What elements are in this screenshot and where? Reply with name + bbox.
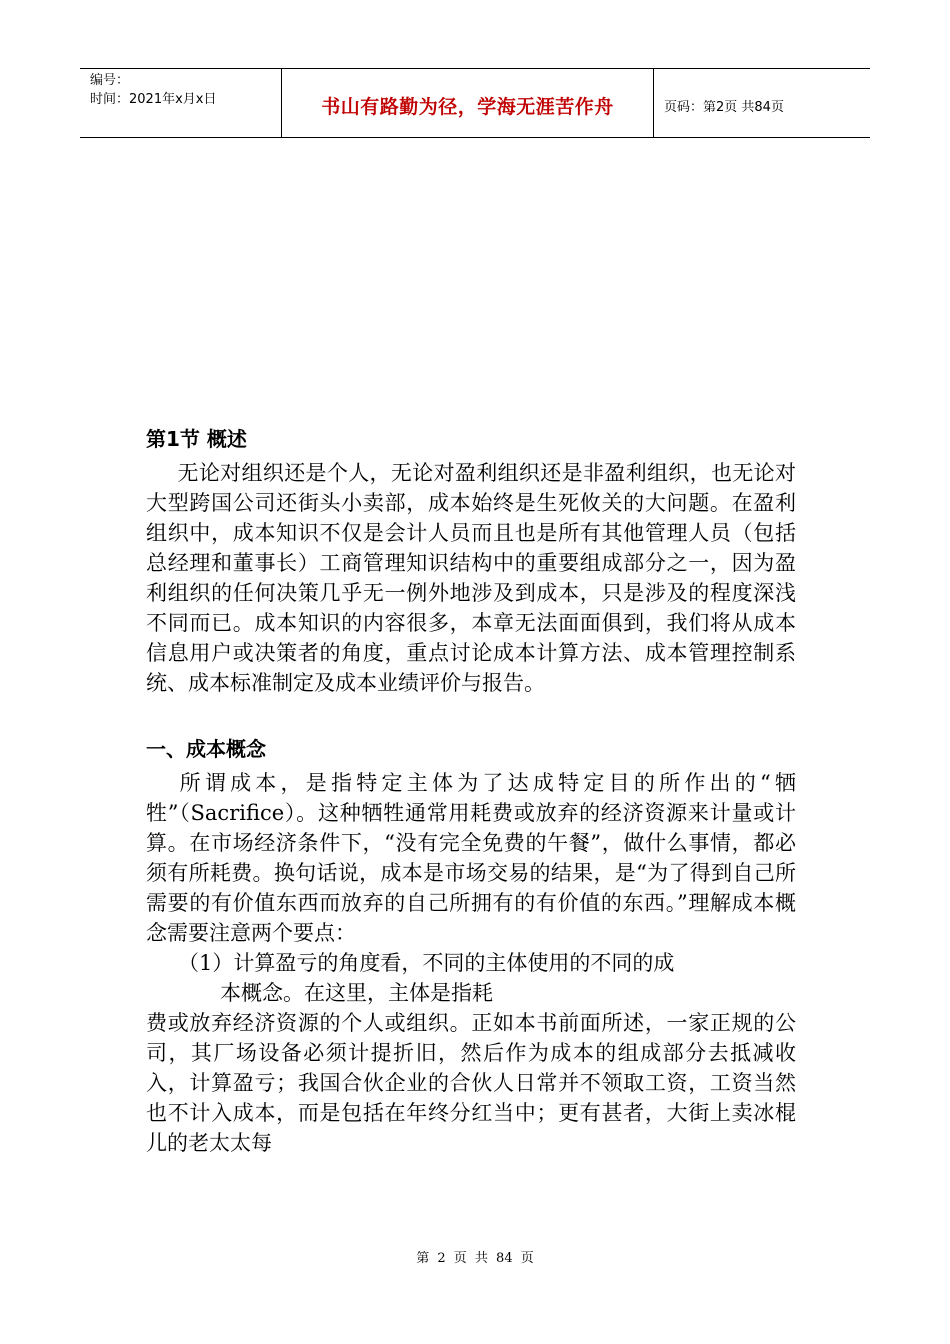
list-item-1-continuation: 本概念。在这里，主体是指耗 xyxy=(220,981,493,1005)
header-motto: 书山有路勤为径，学海无涯苦作舟 xyxy=(321,95,614,118)
doc-date-label: 时间：2021年x月x日 xyxy=(90,92,217,107)
subsection-title: 一、成本概念 xyxy=(146,737,266,761)
header-meta-cell xyxy=(80,69,282,137)
section-title: 第1节 概述 xyxy=(146,427,247,451)
doc-number-label: 编号： xyxy=(90,73,130,88)
concept-paragraph: 所谓成本，是指特定主体为了达成特定目的所作出的“牺牲”（Sacrifice）。这种牺牲通常用耗费或放弃的经济资源来计量或计算。在市场经济条件下，“没有完全免费的午餐”，做什么事情，都必须有所耗费。换句话说，成本是市场交易的结果，是“为了得到自己所需要的有价值东西而放弃的自己所拥有的有价值的东西。”理解成本概念需要注意两个要点： xyxy=(146,771,796,945)
header-page-cell xyxy=(654,69,870,137)
document-body xyxy=(146,420,796,1158)
page-footer: 第 2 页 共 84 页 xyxy=(416,1251,534,1266)
spacer xyxy=(146,698,796,730)
continuation-paragraph: 费或放弃经济资源的个人或组织。正如本书前面所述，一家正规的公司，其厂场设备必须计提折旧，然后作为成本的组成部分去抵减收入，计算盈亏；我国合伙企业的合伙人日常并不领取工资，工资当然也不计入成本，而是包括在年终分红当中；更有甚者，大街上卖冰棍儿的老太太每 xyxy=(146,1011,796,1155)
list-item-1: （1）计算盈亏的角度看，不同的主体使用的不同的成 xyxy=(178,951,675,975)
intro-paragraph: 无论对组织还是个人，无论对盈利组织还是非盈利组织，也无论对大型跨国公司还街头小卖部，成本始终是生死攸关的大问题。在盈利组织中，成本知识不仅是会计人员而且也是所有其他管理人员（包括总经理和董事长）工商管理知识结构中的重要组成部分之一，因为盈利组织的任何决策几乎无一例外地涉及到成本，只是涉及的程度深浅不同而已。成本知识的内容很多，本章无法面面俱到，我们将从成本信息用户或决策者的角度，重点讨论成本计算方法、成本管理控制系统、成本标准制定及成本业绩评价与报告。 xyxy=(146,461,796,695)
page-header xyxy=(80,68,870,138)
header-page-code: 页码：第2页 共84页 xyxy=(664,99,784,115)
header-motto-cell xyxy=(282,69,654,137)
